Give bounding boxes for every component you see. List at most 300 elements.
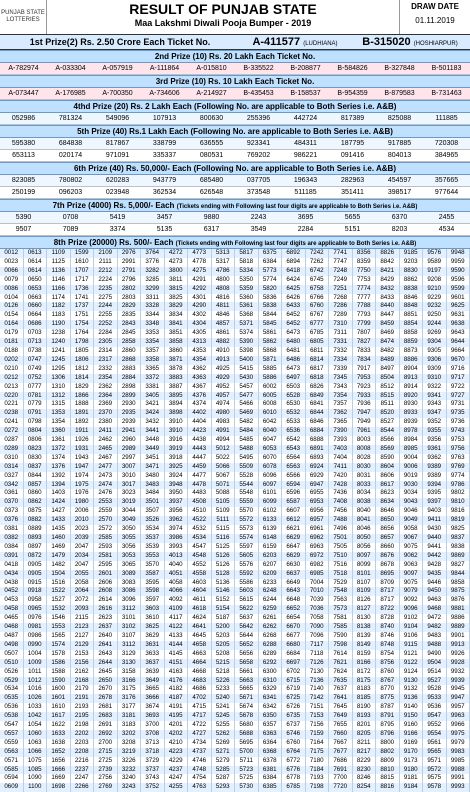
ticket-ending: 0438	[0, 579, 24, 588]
ticket-ending: 5287	[212, 774, 236, 783]
ticket-ending: 1479	[47, 552, 71, 561]
ticket-ending: 7343	[329, 383, 353, 392]
ticket-number: 769202	[235, 150, 282, 161]
ticket-ending: 1354	[47, 418, 71, 427]
ticket-ending: 7590	[329, 632, 353, 641]
ticket-ending: 3776	[141, 258, 165, 267]
ticket-ending: 9322	[423, 383, 447, 392]
ticket-ending: 3096	[118, 596, 142, 605]
ticket-ending: 1174	[47, 294, 71, 303]
ticket-ending: 7624	[329, 668, 353, 677]
ticket-ending: 0915	[24, 579, 48, 588]
ticket-ending: 2572	[94, 525, 118, 534]
ticket-ending: 6384	[259, 774, 283, 783]
ticket-ending: 6139	[259, 525, 283, 534]
ticket-ending: 8760	[376, 668, 400, 677]
ticket-ending: 2162	[71, 668, 95, 677]
ticket-ending: 5245	[212, 712, 236, 721]
ticket-ending: 0212	[0, 374, 24, 383]
ticket-ending: 0703	[24, 329, 48, 338]
ticket-ending: 8939	[400, 418, 424, 427]
ticket-ending: 9210	[423, 285, 447, 294]
ticket-ending: 2883	[118, 365, 142, 374]
ticket-ending: 3539	[141, 543, 165, 552]
ticket-ending: 4423	[188, 427, 212, 436]
ticket-ending: 6425	[282, 285, 306, 294]
ticket-ending: 3918	[165, 454, 189, 463]
ticket-ending: 3421	[141, 400, 165, 409]
ticket-ending: 7249	[329, 276, 353, 285]
ticket-ending: 6684	[282, 650, 306, 659]
ticket-ending: 1360	[47, 427, 71, 436]
ticket-ending: 8740	[376, 623, 400, 632]
ticket-ending: 9504	[423, 659, 447, 668]
logo-text: PUNJAB STATE LOTTERIES	[0, 10, 46, 24]
ticket-ending: 4773	[188, 249, 212, 258]
ticket-ending: 6776	[282, 766, 306, 775]
first-prize-row	[0, 35, 470, 50]
ticket-ending: 1295	[47, 365, 71, 374]
ticket-ending: 2235	[94, 285, 118, 294]
ticket-ending: 5661	[235, 668, 259, 677]
ticket-ending: 0857	[24, 481, 48, 490]
ticket-ending: 8520	[376, 409, 400, 418]
ticket-ending: 5637	[235, 614, 259, 623]
ticket-ending: 7774	[353, 285, 377, 294]
fourth-prize-title: 4thd Prize (20) Rs. 2 Lakh Each (Following No. are applicable to Both Series i.e. A&B)	[0, 100, 470, 113]
fifth-prize-title: 5th Prize (40) Rs.1 Lakh Each (Following No. are applicable to Both Series i.e. A&B)	[0, 125, 470, 138]
ticket-ending: 5218	[212, 668, 236, 677]
ticket-ending: 2553	[94, 498, 118, 507]
ticket-ending: 9576	[423, 249, 447, 258]
ticket-number: 037705	[235, 175, 282, 186]
ticket-number: 5419	[94, 212, 141, 223]
ticket-ending: 4477	[188, 472, 212, 481]
ticket-ending: 3871	[165, 356, 189, 365]
ticket-ending: 4210	[165, 739, 189, 748]
ticket-ending: 6746	[282, 730, 306, 739]
ticket-ending: 0663	[24, 294, 48, 303]
ticket-ending: 4558	[188, 570, 212, 579]
ticket-ending: 2829	[118, 302, 142, 311]
ticket-ending: 4182	[165, 685, 189, 694]
ticket-ending: 6726	[282, 703, 306, 712]
fifth-prize-row-1	[0, 138, 470, 150]
ticket-ending: 6497	[282, 374, 306, 383]
ticket-ending: 9599	[447, 285, 470, 294]
ticket-ending: 1004	[24, 650, 48, 659]
ticket-ending: 0220	[0, 392, 24, 401]
ticket-ending: 4882	[212, 338, 236, 347]
seventh-prize-note: (Tickets ending with Following last four digits are applicable to Both Series i.e. A&B)	[177, 204, 418, 210]
ticket-ending: 4808	[212, 285, 236, 294]
ticket-ending: 2593	[94, 543, 118, 552]
ticket-ending: 8634	[376, 498, 400, 507]
ticket-ending: 6378	[259, 757, 283, 766]
ticket-ending: 0981	[24, 623, 48, 632]
ticket-place: (LUDHIANA)	[303, 41, 337, 47]
ticket-ending: 4603	[188, 579, 212, 588]
ticket-ending: 3299	[141, 285, 165, 294]
ticket-ending: 2739	[94, 766, 118, 775]
ticket-ending: 7833	[353, 347, 377, 356]
ticket-number: 255396	[235, 113, 282, 124]
ticket-ending: 4229	[165, 757, 189, 766]
ticket-ending: 8109	[353, 587, 377, 596]
ticket-ending: 8201	[353, 721, 377, 730]
ticket-ending: 6533	[282, 418, 306, 427]
ticket-ending: 1054	[24, 721, 48, 730]
ticket-ending: 1136	[47, 267, 71, 276]
ticket-ending: 4443	[188, 445, 212, 454]
ticket-ending: 5466	[235, 400, 259, 409]
ticket-number: 096203	[47, 187, 94, 198]
ticket-ending: 3226	[118, 757, 142, 766]
ticket-ending: 0557	[0, 730, 24, 739]
ticket-ending: 0823	[24, 445, 48, 454]
ticket-ending: 3448	[141, 436, 165, 445]
ticket-number: 804013	[376, 150, 423, 161]
header-center	[47, 0, 399, 34]
ticket-ending: 6654	[282, 614, 306, 623]
ticket-ending: 1553	[47, 623, 71, 632]
ticket-number: 923341	[235, 138, 282, 149]
ticket-ending: 8800	[376, 739, 400, 748]
ticket-ending: 3311	[141, 294, 165, 303]
ticket-number: 943779	[141, 175, 188, 186]
ticket-ending: 5622	[235, 605, 259, 614]
ticket-ending: 7334	[329, 356, 353, 365]
ticket-ending: 1522	[47, 587, 71, 596]
ticket-ending: 9058	[400, 525, 424, 534]
ticket-ending: 8497	[376, 365, 400, 374]
ticket-ending: 9565	[423, 748, 447, 757]
ticket-ending: 9858	[447, 579, 470, 588]
seventh-prize-row-1	[0, 212, 470, 224]
ticket-ending: 4746	[188, 757, 212, 766]
ticket-ending: 6486	[282, 356, 306, 365]
ticket-ending: 3365	[141, 365, 165, 374]
ticket-ending: 2237	[71, 766, 95, 775]
ticket-ending: 4727	[188, 730, 212, 739]
ticket-ending: 2064	[71, 587, 95, 596]
ticket-ending: 6159	[259, 543, 283, 552]
ticket-ending: 3202	[118, 730, 142, 739]
ticket-ending: 6760	[306, 302, 330, 311]
ticket-ending: 6261	[259, 614, 283, 623]
ticket-ending: 6543	[282, 445, 306, 454]
ticket-ending: 3243	[118, 783, 142, 792]
ticket-ending: 8034	[353, 489, 377, 498]
ticket-ending: 1372	[47, 445, 71, 454]
ticket-ending: 3183	[118, 721, 142, 730]
ticket-ending: 5570	[235, 507, 259, 516]
ticket-ending: 8003	[353, 436, 377, 445]
ticket-ending: 6008	[259, 400, 283, 409]
ticket-ending: 3507	[141, 507, 165, 516]
ticket-ending: 0238	[0, 409, 24, 418]
ticket-ending: 5886	[259, 374, 283, 383]
ticket-number: 282963	[329, 175, 376, 186]
ticket-place: (HOSHIARPUR)	[414, 41, 458, 47]
ticket-ending: 9913	[447, 641, 470, 650]
ticket-ending: 7184	[306, 766, 330, 775]
ticket-ending: 7345	[329, 374, 353, 383]
ticket-ending: 0613	[24, 249, 48, 258]
ticket-ending: 1376	[47, 463, 71, 472]
ticket-ending: 8978	[400, 427, 424, 436]
ticket-ending: 7660	[329, 730, 353, 739]
ticket-ending: 1042	[24, 712, 48, 721]
ticket-ending: 2039	[71, 534, 95, 543]
ticket-ending: 5067	[212, 472, 236, 481]
ticket-ending: 2715	[94, 748, 118, 757]
ticket-ending: 7649	[329, 712, 353, 721]
ticket-ending: 7242	[306, 249, 330, 258]
ticket-ending: 8914	[400, 383, 424, 392]
ticket-ending: 4811	[212, 302, 236, 311]
ticket-ending: 9352	[423, 418, 447, 427]
ticket-ending: 8754	[376, 650, 400, 659]
ticket-ending: 9403	[423, 507, 447, 516]
ticket-number: 4534	[423, 224, 470, 235]
ticket-ending: 2868	[118, 356, 142, 365]
ticket-ending: 9102	[400, 614, 424, 623]
ticket-ending: 0012	[0, 249, 24, 258]
ticket-ending: 3129	[118, 650, 142, 659]
ticket-number: 357665	[423, 175, 470, 186]
ticket-ending: 3925	[165, 463, 189, 472]
ticket-ending: 7747	[329, 258, 353, 267]
ticket-ending: 2477	[94, 463, 118, 472]
ticket-ending: 6702	[282, 668, 306, 677]
ticket-ending: 6844	[306, 409, 330, 418]
ticket-ending: 4722	[188, 721, 212, 730]
ticket-ending: 9160	[400, 721, 424, 730]
ticket-ending: 7408	[329, 498, 353, 507]
ticket-ending: 8748	[376, 641, 400, 650]
ticket-ending: 3158	[118, 668, 142, 677]
ticket-ending: 6778	[282, 774, 306, 783]
ticket-ending: 6777	[306, 320, 330, 329]
ticket-ending: 6670	[282, 623, 306, 632]
ticket-ending: 5390	[235, 338, 259, 347]
ticket-ending: 0079	[0, 276, 24, 285]
ticket-ending: 7834	[353, 356, 377, 365]
ticket-ending: 1599	[71, 249, 95, 258]
ticket-ending: 2247	[71, 774, 95, 783]
ticket-ending: 7262	[306, 258, 330, 267]
ticket-ending: 7311	[329, 329, 353, 338]
ticket-ending: 0990	[24, 641, 48, 650]
ticket-ending: 6767	[306, 311, 330, 320]
ticket-ending: 1574	[47, 641, 71, 650]
ticket-number: 107913	[141, 113, 188, 124]
ticket-ending: 7510	[329, 552, 353, 561]
ticket-ending: 8796	[376, 730, 400, 739]
ticket-ending: 6473	[282, 329, 306, 338]
ticket-ending: 1586	[47, 659, 71, 668]
ticket-ending: 9106	[400, 632, 424, 641]
ticket-ending: 9430	[423, 525, 447, 534]
ticket-number: 6370	[376, 212, 423, 223]
ticket-number: 549096	[94, 113, 141, 124]
ticket-ending: 7058	[306, 614, 330, 623]
ticket-number: 971091	[94, 150, 141, 161]
ticket-ending: 3176	[118, 694, 142, 703]
ticket-ending: 6719	[282, 685, 306, 694]
ticket-number: A-015810	[188, 63, 235, 74]
ticket-ending: 1241	[47, 347, 71, 356]
ticket-ending: 1033	[24, 703, 48, 712]
ticket-ending: 3729	[141, 757, 165, 766]
ticket-number: B-327848	[376, 63, 423, 74]
ticket-ending: 5415	[235, 365, 259, 374]
ticket-ending: 2224	[94, 276, 118, 285]
ticket-ending: 5125	[212, 543, 236, 552]
ticket-ending: 2411	[94, 427, 118, 436]
ticket-ending: 2835	[118, 311, 142, 320]
ticket-ending: 8722	[376, 605, 400, 614]
ticket-ending: 1806	[71, 356, 95, 365]
ticket-ending: 5071	[212, 481, 236, 490]
ticket-ending: 6849	[306, 392, 330, 401]
ticket-ending: 1238	[47, 329, 71, 338]
ticket-ending: 2362	[94, 383, 118, 392]
ticket-ending: 0830	[24, 454, 48, 463]
ticket-ending: 2006	[71, 507, 95, 516]
ticket-ending: 6785	[282, 783, 306, 792]
ticket-ending: 8127	[353, 605, 377, 614]
ticket-ending: 8028	[353, 454, 377, 463]
ticket-ending: 5836	[259, 294, 283, 303]
ticket-ending: 3354	[141, 338, 165, 347]
ticket-ending: 9185	[400, 249, 424, 258]
ticket-ending: 5105	[212, 498, 236, 507]
ticket-number: A-073447	[0, 88, 47, 99]
ticket-ending: 7655	[329, 721, 353, 730]
ticket-ending: 4438	[188, 436, 212, 445]
ticket-ending: 8130	[353, 614, 377, 623]
ticket-ending: 6384	[259, 258, 283, 267]
ticket-ending: 9802	[447, 489, 470, 498]
ticket-ending: 0594	[0, 774, 24, 783]
ticket-ending: 2683	[94, 712, 118, 721]
ticket-ending: 5544	[235, 481, 259, 490]
ticket-ending: 8728	[376, 614, 400, 623]
ticket-ending: 9472	[423, 614, 447, 623]
ticket-ending: 6648	[282, 596, 306, 605]
ticket-ending: 3910	[165, 418, 189, 427]
ticket-ending: 8767	[376, 677, 400, 686]
ticket-ending: 8842	[376, 258, 400, 267]
ticket-ending: 7788	[353, 302, 377, 311]
seventh-prize-title	[0, 199, 470, 212]
ticket-ending: 7563	[329, 596, 353, 605]
ticket-ending: 6785	[306, 329, 330, 338]
ticket-ending: 8717	[376, 596, 400, 605]
ticket-ending: 1012	[24, 677, 48, 686]
ticket-ending: 3811	[165, 276, 189, 285]
ticket-ending: 4683	[188, 677, 212, 686]
ticket-ending: 5674	[235, 703, 259, 712]
ticket-ending: 6452	[282, 320, 306, 329]
ticket-ending: 1764	[71, 329, 95, 338]
ticket-number: B-879583	[376, 88, 423, 99]
ticket-ending: 0986	[24, 632, 48, 641]
ticket-ending: 4255	[165, 783, 189, 792]
ticket-number: 398517	[376, 187, 423, 198]
ticket-ending: 2047	[71, 543, 95, 552]
ticket-ending: 6818	[306, 374, 330, 383]
ticket-ending: 4686	[188, 685, 212, 694]
ticket-ending: 1666	[47, 766, 71, 775]
ticket-ending: 7151	[306, 703, 330, 712]
ticket-ending: 1578	[47, 650, 71, 659]
ticket-ending: 8504	[376, 374, 400, 383]
ticket-ending: 1812	[71, 365, 95, 374]
ticket-ending: 8193	[353, 712, 377, 721]
ticket-ending: 0498	[0, 641, 24, 650]
ticket-ending: 6955	[306, 489, 330, 498]
ticket-ending: 2769	[94, 783, 118, 792]
ticket-ending: 9463	[423, 596, 447, 605]
ticket-ending: 8246	[353, 774, 377, 783]
ticket-number: 454597	[376, 175, 423, 186]
ticket-ending: 2858	[118, 338, 142, 347]
ticket-ending: 9096	[400, 605, 424, 614]
ticket-ending: 9121	[400, 650, 424, 659]
ticket-ending: 3405	[141, 392, 165, 401]
ticket-ending: 5844	[259, 311, 283, 320]
ticket-ending: 6503	[282, 383, 306, 392]
ticket-ending: 6961	[306, 525, 330, 534]
ticket-ending: 1754	[71, 320, 95, 329]
ticket-ending: 6342	[259, 703, 283, 712]
ticket-ending: 8229	[353, 757, 377, 766]
ticket-ending: 7354	[329, 392, 353, 401]
ticket-ending: 4247	[165, 774, 189, 783]
third-prize-title: 3rd Prize (10) Rs. 10 Lakh Each Ticket No.	[0, 75, 470, 88]
ticket-ending: 2641	[94, 641, 118, 650]
ticket-ending: 1433	[47, 516, 71, 525]
ticket-ending: 8008	[353, 445, 377, 454]
ticket-ending: 0342	[0, 481, 24, 490]
ticket-ending: 6680	[282, 641, 306, 650]
ticket-ending: 2072	[71, 596, 95, 605]
ticket-ending: 3974	[165, 525, 189, 534]
ticket-ending: 1532	[47, 605, 71, 614]
ticket-ending: 8515	[376, 392, 400, 401]
ticket-number: 0708	[47, 212, 94, 223]
ticket-ending: 1891	[71, 409, 95, 418]
ticket-ending: 9097	[400, 570, 424, 579]
ticket-ending: 5658	[235, 659, 259, 668]
ticket-ending: 1829	[71, 383, 95, 392]
ticket-ending: 3570	[141, 561, 165, 570]
ticket-ending: 2643	[94, 650, 118, 659]
ticket-ending: 9483	[423, 632, 447, 641]
ticket-ending: 8107	[353, 579, 377, 588]
ticket-ending: 3950	[165, 489, 189, 498]
ticket-ending: 9643	[447, 329, 470, 338]
ticket-ending: 1011	[24, 668, 48, 677]
ticket-ending: 6375	[259, 249, 283, 258]
ticket-ending: 9886	[447, 614, 470, 623]
ticket-ending: 6099	[259, 498, 283, 507]
ticket-ending: 2191	[71, 694, 95, 703]
ticket-ending: 6207	[259, 561, 283, 570]
